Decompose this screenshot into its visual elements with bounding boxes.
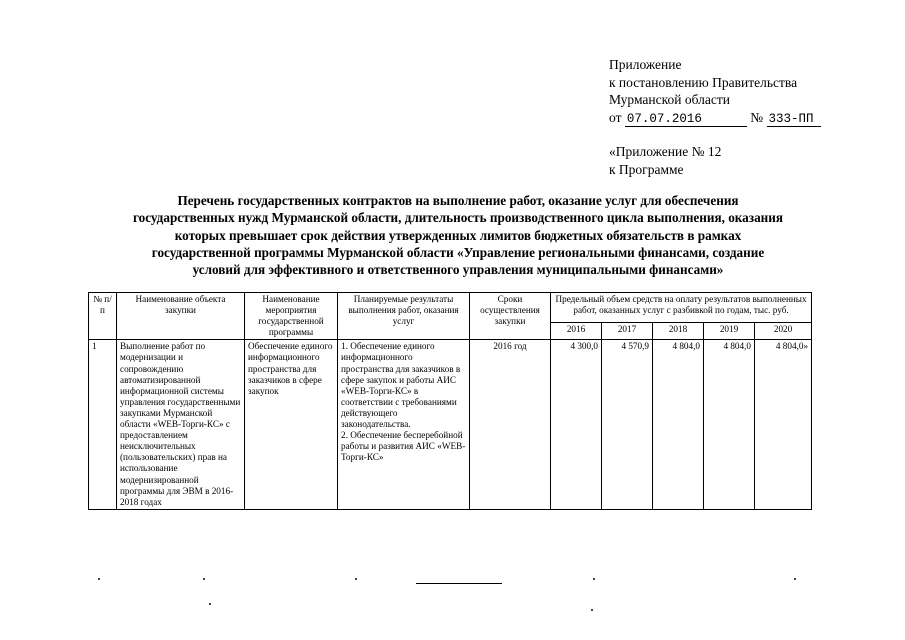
appendix-block [609, 56, 821, 127]
row-value: 4 300,0 [551, 340, 602, 509]
scan-speck [593, 578, 595, 580]
header-year: 2016 [551, 323, 602, 340]
contracts-table [88, 292, 812, 510]
row-event: Обеспечение единого информационного пространства для заказчиков в сфере закупок [245, 340, 338, 509]
scan-speck [355, 578, 357, 580]
program-line-2: к Программе [609, 161, 684, 177]
header-num: № п/п [89, 293, 117, 340]
row-value: 4 804,0 [653, 340, 704, 509]
header-event: Наименование мероприятия государственной программы [245, 293, 338, 340]
row-results [338, 340, 470, 509]
header-year: 2020 [755, 323, 812, 340]
row-num: 1 [89, 340, 117, 509]
scan-speck [209, 603, 211, 605]
scan-speck [203, 578, 205, 580]
scan-speck [591, 609, 593, 611]
header-results: Планируемые результаты выполнения работ, оказания услуг [338, 293, 470, 340]
row-terms: 2016 год [470, 340, 551, 509]
header-year: 2018 [653, 323, 704, 340]
appendix-line-2: к постановлению Правительства [609, 74, 798, 90]
number-label: № [750, 109, 764, 125]
row-object: Выполнение работ по модернизации и сопровождению автоматизированной информационной системы управления государственными закупками Мурманской области «WEB-Торги-КС» с предоставлением неисключительных (пользовательских) прав на использование модернизированной программы для ЭВМ в 2016-2018 годах [117, 340, 245, 509]
appendix-line-3: Мурманской области [609, 92, 730, 107]
scan-speck [98, 578, 100, 580]
row-value: 4 804,0» [755, 340, 812, 509]
from-label: от [609, 109, 622, 125]
row-value: 4 570,9 [602, 340, 653, 509]
appendix-date-line [609, 109, 821, 127]
row-results-item: 1. Обеспечение единого информационного пространства для заказчиков в сфере закупок и работы АИС «WEB-Торги-КС» в соответствии с требованиями действующего законодательства. [341, 341, 461, 430]
scan-speck [794, 578, 796, 580]
decree-date: 07.07.2016 [625, 112, 747, 127]
decree-number: 333-ПП [767, 112, 821, 127]
program-line-1: «Приложение № 12 [609, 144, 722, 159]
header-year: 2017 [602, 323, 653, 340]
header-terms: Сроки осуществления закупки [470, 293, 551, 340]
header-object: Наименование объекта закупки [117, 293, 245, 340]
table-header-row [89, 293, 812, 323]
header-year: 2019 [704, 323, 755, 340]
program-appendix-block [609, 143, 721, 178]
appendix-line-1: Приложение [609, 57, 682, 72]
header-limit: Предельный объем средств на оплату результатов выполненных работ, оказанных услуг с разбивкой по годам, тыс. руб. [551, 293, 812, 323]
row-results-item: 2. Обеспечение бесперебойной работы и развития АИС «WEB-Торги-КС» [341, 430, 466, 463]
document-title: Перечень государственных контрактов на выполнение работ, оказание услуг для обеспечения государственных нужд Мурманской области, длительность производственного цикла выполнения, оказания которых превышает срок действия утвержденных лимитов бюджетных обязательств в рамках государственной программы Мурманской области «Управление региональными финансами, создание условий для эффективного и ответственного управления муниципальными финансами» [132, 193, 783, 278]
row-value: 4 804,0 [704, 340, 755, 509]
closing-separator-line [416, 583, 502, 584]
table-row [89, 340, 812, 509]
